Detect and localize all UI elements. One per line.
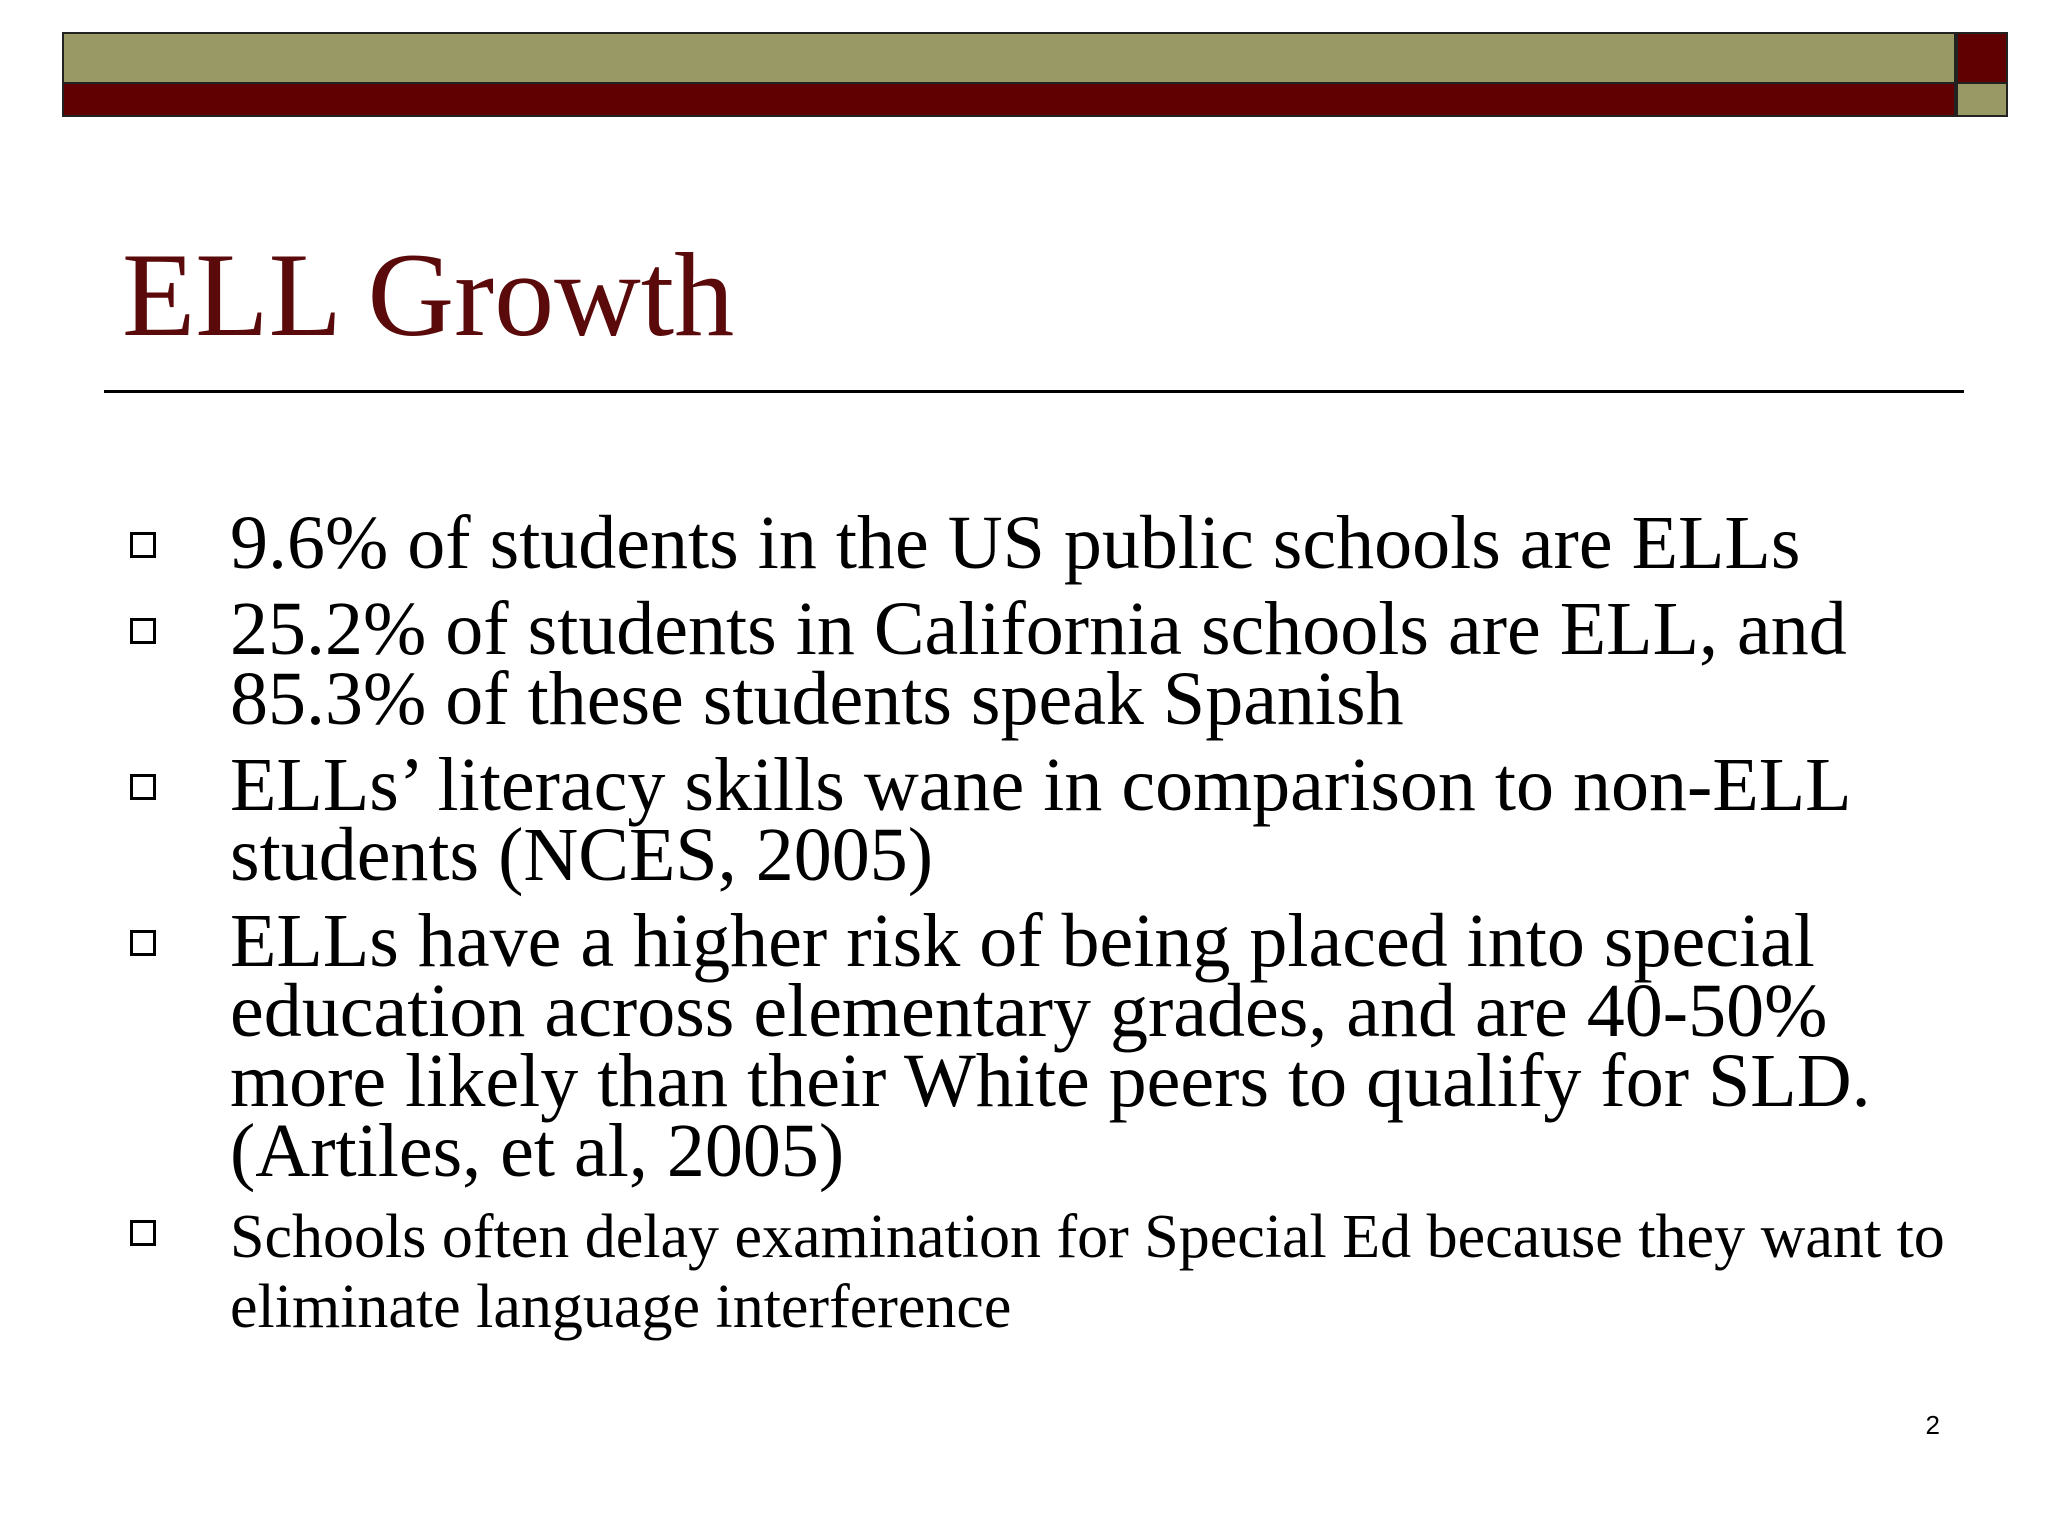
header-band-olive — [62, 32, 1956, 84]
square-bullet-icon — [130, 618, 156, 644]
header-corner-olive — [1956, 84, 2008, 117]
square-bullet-icon — [130, 930, 156, 956]
bullet-text: ELLs have a higher risk of being placed into special education across elementary grades, and are 40-50% more likely than their White peers to qualify for SLD. (Artiles, et al, 2005) — [230, 899, 1871, 1193]
bullet-item — [128, 899, 1948, 1193]
bullet-item — [128, 743, 1948, 897]
page-number: 2 — [1925, 1410, 1940, 1440]
bullet-text: ELLs’ literacy skills wane in comparison to non-ELL students (NCES, 2005) — [230, 743, 1849, 897]
bullet-item — [128, 587, 1948, 741]
bullet-text: 25.2% of students in California schools are ELL, and 85.3% of these students speak Spanish — [230, 587, 1847, 741]
bullet-text: 9.6% of students in the US public schools are ELLs — [230, 501, 1801, 585]
title-divider — [104, 390, 1964, 393]
bullet-list — [128, 501, 1948, 1358]
bullet-item — [128, 501, 1948, 585]
header-band-maroon — [62, 84, 1956, 117]
square-bullet-icon — [130, 774, 156, 800]
bullet-text: Schools often delay examination for Special Ed because they want to eliminate language interference — [230, 1203, 1945, 1341]
square-bullet-icon — [130, 532, 156, 558]
bullet-item — [128, 1202, 1948, 1342]
square-bullet-icon — [130, 1220, 156, 1246]
header-corner-maroon — [1956, 32, 2008, 84]
slide-title: ELL Growth — [122, 228, 735, 361]
